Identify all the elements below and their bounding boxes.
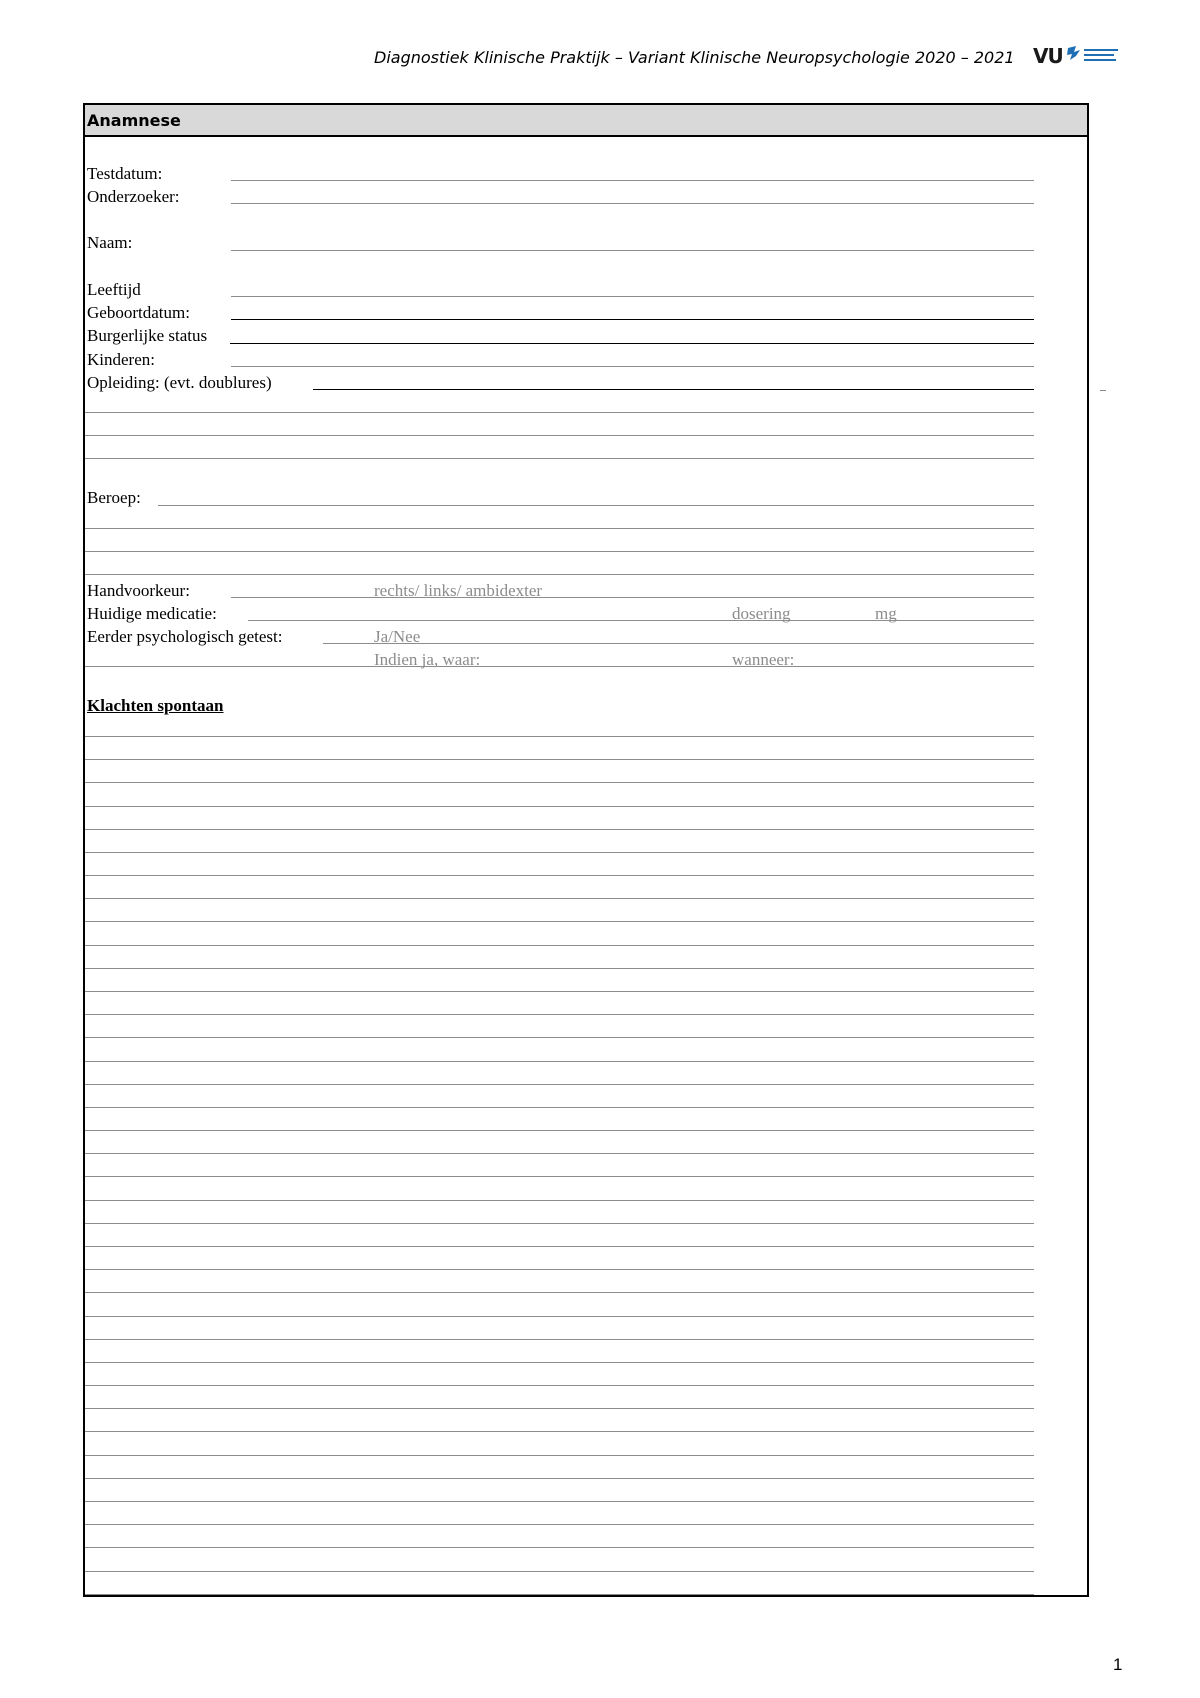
field-kinderen[interactable] [231, 366, 1034, 367]
field-onderzoeker[interactable] [231, 203, 1034, 204]
klachten-line[interactable] [85, 1501, 1034, 1502]
vu-logo [1033, 44, 1123, 70]
handvoorkeur-options[interactable]: rechts/ links/ ambidexter [374, 581, 543, 600]
klachten-line[interactable] [85, 1571, 1034, 1572]
label-kinderen: Kinderen: [87, 350, 155, 369]
field-eerder-getest[interactable] [323, 643, 1034, 644]
klachten-line[interactable] [85, 829, 1034, 830]
klachten-line[interactable] [85, 1431, 1034, 1432]
field-huidige-medicatie[interactable] [248, 620, 1034, 621]
field-beroep-extra-1[interactable] [85, 528, 1034, 529]
klachten-line[interactable] [85, 759, 1034, 760]
vu-logo-text: VU [1033, 44, 1063, 68]
klachten-line[interactable] [85, 1200, 1034, 1201]
label-beroep: Beroep: [87, 488, 141, 507]
field-opleiding-extra-3[interactable] [85, 458, 1034, 459]
label-leeftijd: Leeftijd [87, 280, 141, 299]
field-testdatum[interactable] [231, 180, 1034, 181]
klachten-line[interactable] [85, 968, 1034, 969]
klachten-line[interactable] [85, 1316, 1034, 1317]
anamnese-form [83, 103, 1089, 1597]
field-opleiding[interactable] [313, 389, 1034, 390]
klachten-line[interactable] [85, 852, 1034, 853]
label-wanneer: wanneer: [732, 650, 795, 669]
klachten-line[interactable] [85, 898, 1034, 899]
klachten-line[interactable] [85, 806, 1034, 807]
label-naam: Naam: [87, 233, 133, 252]
klachten-line[interactable] [85, 1246, 1034, 1247]
klachten-line[interactable] [85, 1339, 1034, 1340]
section-klachten-spontaan: Klachten spontaan [87, 696, 224, 715]
klachten-line[interactable] [85, 991, 1034, 992]
klachten-line[interactable] [85, 1084, 1034, 1085]
field-naam[interactable] [231, 250, 1034, 251]
klachten-line[interactable] [85, 782, 1034, 783]
label-handvoorkeur: Handvoorkeur: [87, 581, 190, 600]
klachten-line[interactable] [85, 875, 1034, 876]
klachten-line[interactable] [85, 1547, 1034, 1548]
klachten-line[interactable] [85, 1130, 1034, 1131]
page-number: 1 [1113, 1655, 1123, 1674]
klachten-line[interactable] [85, 1292, 1034, 1293]
label-burgerlijke-status: Burgerlijke status [87, 326, 208, 345]
label-mg: mg [875, 604, 897, 623]
klachten-line[interactable] [85, 1176, 1034, 1177]
griffin-icon [1066, 44, 1122, 68]
field-burgerlijke-status[interactable] [230, 343, 1034, 344]
klachten-line[interactable] [85, 1362, 1034, 1363]
form-title: Anamnese [85, 105, 1087, 137]
klachten-line[interactable] [85, 1107, 1034, 1108]
ja-nee-option[interactable]: Ja/Nee [374, 627, 421, 646]
klachten-line[interactable] [85, 921, 1034, 922]
label-huidige-medicatie: Huidige medicatie: [87, 604, 217, 623]
label-indien-ja-waar: Indien ja, waar: [374, 650, 481, 669]
label-dosering: dosering [732, 604, 791, 623]
field-leeftijd[interactable] [231, 296, 1034, 297]
klachten-line[interactable] [85, 1455, 1034, 1456]
field-handvoorkeur[interactable] [231, 597, 1034, 598]
margin-mark [1100, 390, 1106, 391]
klachten-line[interactable] [85, 1478, 1034, 1479]
field-beroep[interactable] [158, 505, 1034, 506]
klachten-line[interactable] [85, 1524, 1034, 1525]
field-beroep-extra-2[interactable] [85, 551, 1034, 552]
klachten-line[interactable] [85, 1408, 1034, 1409]
klachten-line[interactable] [85, 1037, 1034, 1038]
field-indien-ja[interactable] [85, 666, 1034, 667]
klachten-line[interactable] [85, 1269, 1034, 1270]
klachten-line[interactable] [85, 945, 1034, 946]
klachten-line[interactable] [85, 1014, 1034, 1015]
klachten-line[interactable] [85, 1061, 1034, 1062]
field-opleiding-extra-1[interactable] [85, 412, 1034, 413]
label-eerder-getest: Eerder psychologisch getest: [87, 627, 283, 646]
label-onderzoeker: Onderzoeker: [87, 187, 180, 206]
klachten-line[interactable] [85, 1153, 1034, 1154]
klachten-line[interactable] [85, 1594, 1034, 1595]
label-opleiding: Opleiding: (evt. doublures) [87, 373, 272, 392]
label-testdatum: Testdatum: [87, 164, 163, 183]
field-beroep-extra-3[interactable] [85, 574, 1034, 575]
klachten-line[interactable] [85, 1385, 1034, 1386]
klachten-line[interactable] [85, 1223, 1034, 1224]
document-header: Diagnostiek Klinische Praktijk – Variant Klinische Neuropsychologie 2020 – 2021 [374, 48, 1015, 67]
field-geboortedatum[interactable] [231, 319, 1034, 320]
klachten-line[interactable] [85, 736, 1034, 737]
label-geboortedatum: Geboortdatum: [87, 303, 190, 322]
field-opleiding-extra-2[interactable] [85, 435, 1034, 436]
